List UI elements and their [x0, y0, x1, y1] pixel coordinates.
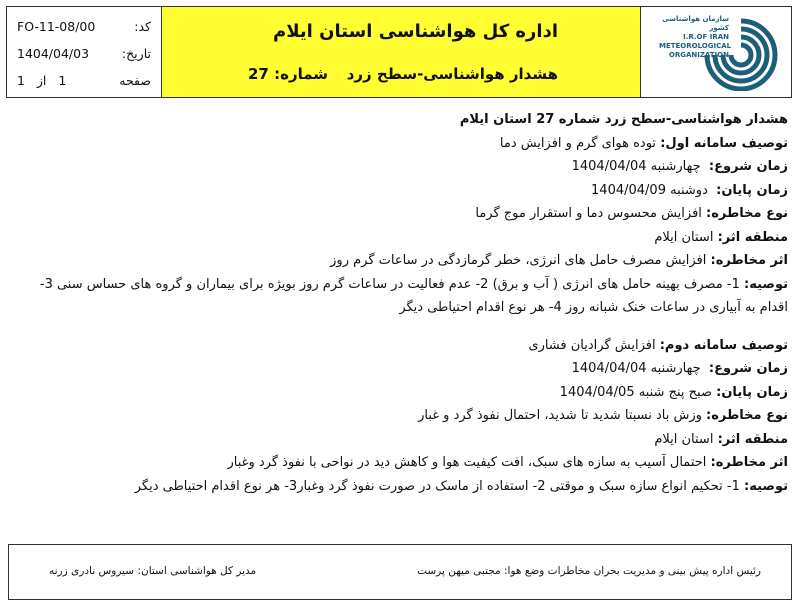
label: زمان شروع: — [708, 159, 788, 174]
system1-advice-cont: اقدام به آبیاری در ساعات خنک شبانه روز 4- هر نوع اقدام احتیاطی دیگر — [399, 300, 788, 315]
system1-start — [8, 155, 788, 179]
logo-fa: سازمان هواشناسی کشور — [662, 15, 729, 32]
system1-effect — [8, 249, 788, 273]
value: صبح پنج شنبه 1404/04/05 — [559, 384, 717, 400]
value: چهارشنبه 1404/04/04 — [571, 361, 709, 376]
value: افزایش گرادیان فشاری — [528, 337, 660, 353]
director-signature: مدیر کل هواشناسی استان: سیروس نادری زرنه — [49, 565, 257, 577]
label: اثر مخاطره: — [710, 455, 788, 470]
value: استان ایلام — [654, 229, 718, 245]
logo — [641, 7, 791, 97]
system1-description — [8, 132, 788, 156]
value: افزایش مصرف حامل های انرژی، خطر گرمازدگی در ساعات گرم روز — [330, 253, 711, 268]
logo-line2: METEOROLOGICAL — [659, 42, 732, 50]
page-title: اداره کل هواشناسی استان ایلام — [273, 21, 558, 42]
label: منطقه اثر: — [717, 229, 788, 245]
value: احتمال آسیب به سازه های سبک، افت کیفیت هوا و کاهش دید در نواحی با نفوذ گرد وغبار — [227, 455, 711, 470]
value: افزایش محسوس دما و استقرار موج گرما — [475, 206, 707, 221]
warning-body — [8, 108, 788, 498]
date-row — [17, 40, 151, 67]
label: نوع مخاطره: — [706, 206, 788, 221]
system2-advice — [8, 475, 788, 499]
logo-line3: ORGANIZATION — [668, 51, 729, 59]
value: وزش باد نسبتا شدید تا شدید، احتمال نفوذ گرد و غبار — [418, 408, 707, 423]
warning-level: هشدار هواشناسی-سطح زرد — [346, 65, 558, 83]
warning-number: شماره: 27 — [248, 65, 329, 83]
page-row — [17, 67, 151, 94]
title-banner — [162, 7, 641, 97]
system1-end — [8, 179, 788, 203]
label: منطقه اثر: — [717, 431, 788, 447]
system1-advice — [8, 273, 788, 297]
system2-end — [8, 381, 788, 405]
value: 1- تحکیم انواع سازه سبک و موقتی 2- استفاده از ماسک در صورت نفوذ گرد وغبار3- هر نوع اقدام احتیاطی دیگر — [134, 478, 745, 494]
value: استان ایلام — [654, 431, 718, 447]
label: توصیه: — [744, 276, 788, 292]
value: چهارشنبه 1404/04/04 — [571, 159, 709, 174]
value: توده هوای گرم و افزایش دما — [499, 135, 661, 151]
code-row — [17, 13, 151, 40]
system1-area — [8, 226, 788, 250]
system2-description — [8, 334, 788, 358]
page-label: صفحه — [119, 73, 151, 88]
system2-area — [8, 428, 788, 452]
system2-hazard — [8, 404, 788, 428]
value: 1- مصرف بهینه حامل های انرژی ( آب و برق) 2- عدم فعالیت در ساعات گرم روز بویژه برای بیماران و گروه های حساس سنی 3- — [39, 276, 745, 292]
page-value: 1 از 1 — [17, 73, 67, 88]
label: توصیف سامانه دوم: — [659, 337, 788, 353]
forecast-head-signature: رئیس اداره پیش بینی و مدیریت بحران مخاطرات وضع هوا: مجتبی میهن پرست — [417, 565, 761, 577]
system2-start — [8, 357, 788, 381]
code-value: FO-11-08/00 — [17, 19, 96, 34]
meteorological-organization-icon — [701, 15, 781, 91]
label: زمان پایان: — [716, 384, 788, 400]
system1-hazard — [8, 202, 788, 226]
spacer — [8, 320, 788, 334]
document-meta — [7, 7, 162, 97]
logo-line1: I.R.OF IRAN — [683, 33, 729, 41]
system2-effect — [8, 451, 788, 475]
value: دوشنبه 1404/04/09 — [591, 182, 717, 198]
date-value: 1404/04/03 — [17, 46, 90, 61]
label: توصیه: — [744, 478, 788, 494]
label: توصیف سامانه اول: — [660, 135, 788, 151]
label: زمان شروع: — [708, 361, 788, 376]
label: نوع مخاطره: — [706, 408, 788, 423]
document-header — [6, 6, 792, 98]
signature-box — [8, 544, 792, 600]
label: اثر مخاطره: — [710, 253, 788, 268]
code-label: کد: — [134, 19, 151, 34]
label: زمان پایان: — [716, 182, 788, 198]
warning-heading: هشدار هواشناسی-سطح زرد شماره 27 استان ایلام — [459, 112, 788, 127]
date-label: تاریخ: — [121, 46, 151, 61]
